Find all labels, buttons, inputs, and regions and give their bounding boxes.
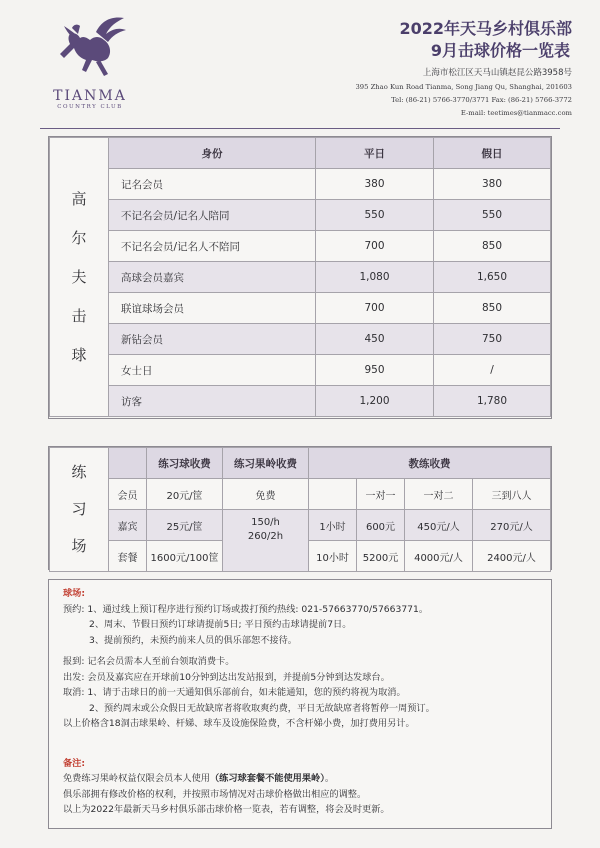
header-holiday: 假日: [434, 138, 551, 169]
header-weekday: 平日: [316, 138, 434, 169]
notes-panel: [48, 579, 552, 829]
header-divider: [40, 128, 560, 129]
address-cn: 上海市松江区天马山镇赵昆公路3958号: [422, 68, 572, 78]
coach-col-group: 三到八人: [473, 479, 551, 510]
table-row: 记名会员 380 380: [50, 169, 551, 200]
golf-side-label: 高 尔 夫 击 球: [50, 138, 109, 417]
coach-price-two: 4000元/人: [405, 541, 473, 572]
golf-section: [48, 136, 552, 419]
coach-duration: 1小时: [309, 510, 357, 541]
coach-price-two: 450元/人: [405, 510, 473, 541]
range-price: 1600元/100筐: [147, 541, 223, 572]
coach-col-one: 一对一: [357, 479, 405, 510]
table-row: 不记名会员/记名人不陪同 700 850: [50, 231, 551, 262]
coach-price-group: 2400元/人: [473, 541, 551, 572]
email: E-mail: teetimes@tianmacc.com: [460, 109, 572, 117]
coach-price-one: 600元: [357, 510, 405, 541]
green-price: 免费: [223, 479, 309, 510]
booking-line: 3、提前预约，未预约前来人员的俱乐部恕不接待。: [89, 634, 297, 646]
practice-type: 嘉宾: [109, 510, 147, 541]
remark-line: 免费练习果岭权益仅限会员本人使用（练习球套餐不能使用果岭）。: [63, 773, 335, 784]
booking-line: 预约: 1、通过线上预订程序进行预约订场或拨打预约热线: 021-57663770/57663771。: [63, 603, 429, 615]
coach-duration: 10小时: [309, 541, 357, 572]
price-note: 以上价格含18洞击球果岭、杆娣、球车及设施保险费，不含杆娣小费，加打费用另计。: [63, 718, 415, 729]
booking-line: 2、周末、节假日预约订球请提前5日; 平日预约击球请提前7日。: [89, 619, 352, 630]
coach-col-two: 一对二: [405, 479, 473, 510]
cancel-line: 取消: 1、请于击球日的前一天通知俱乐部前台，如未能通知，您的预约将视为取消。: [63, 687, 406, 698]
practice-section: [48, 446, 552, 570]
range-price: 25元/筐: [147, 510, 223, 541]
cancel-line: 2、预约周末或公众假日无故缺席者将收取爽约费，平日无故缺席者将暂停一周预订。: [89, 702, 435, 714]
table-row: 不记名会员/记名人陪同 550 550: [50, 200, 551, 231]
remark-line: 以上为2022年最新天马乡村俱乐部击球价格一览表，若有调整，将会及时更新。: [63, 804, 390, 815]
notes-golf-heading: 球场:: [63, 588, 86, 599]
header-range-fee: 练习球收费: [147, 448, 223, 479]
table-row: 联谊球场会员 700 850: [50, 293, 551, 324]
page-subtitle: 9月击球价格一览表: [430, 41, 570, 60]
practice-side-label: 练 习 场: [50, 448, 109, 572]
table-row: 高球会员嘉宾 1,080 1,650: [50, 262, 551, 293]
tee-line: 出发: 会员及嘉宾应在开球前10分钟到达出发站报到，并提前5分钟到达发球台。: [63, 671, 390, 683]
header-blank: [109, 448, 147, 479]
coach-price-group: 270元/人: [473, 510, 551, 541]
table-row: 访客 1,200 1,780: [50, 386, 551, 417]
header-coach-fee: 教练收费: [309, 448, 551, 479]
title-block: [355, 18, 572, 120]
brand-subtitle: COUNTRY CLUB: [57, 104, 123, 110]
golf-price-table: [49, 137, 551, 417]
header-green-fee: 练习果岭收费: [223, 448, 309, 479]
brand-name: TIANMA: [53, 88, 127, 104]
practice-price-table: [49, 447, 551, 572]
header-identity: 身份: [109, 138, 316, 169]
pegasus-icon: [50, 14, 130, 86]
tel-fax: Tel: (86-21) 5766-3770/3771 Fax: (86-21) 5766-3772: [391, 96, 572, 104]
range-price: 20元/筐: [147, 479, 223, 510]
club-logo: [40, 14, 140, 124]
practice-type: 套餐: [109, 541, 147, 572]
coach-blank: [309, 479, 357, 510]
coach-price-one: 5200元: [357, 541, 405, 572]
header: [0, 0, 600, 136]
notes-remark-heading: 备注:: [63, 757, 86, 769]
practice-type: 会员: [109, 479, 147, 510]
remark-line: 俱乐部拥有修改价格的权利，并按照市场情况对击球价格做出相应的调整。: [63, 788, 367, 800]
table-row: 新钻会员 450 750: [50, 324, 551, 355]
checkin-line: 报到: 记名会员需本人至前台领取消费卡。: [63, 656, 235, 667]
green-price: 150/h 260/2h: [223, 510, 309, 572]
page-title: 2022年天马乡村俱乐部: [399, 19, 572, 38]
address-en: 395 Zhao Kun Road Tianma, Song Jiang Qu, Shanghai, 201603: [355, 83, 572, 91]
table-row: 女士日 950 /: [50, 355, 551, 386]
